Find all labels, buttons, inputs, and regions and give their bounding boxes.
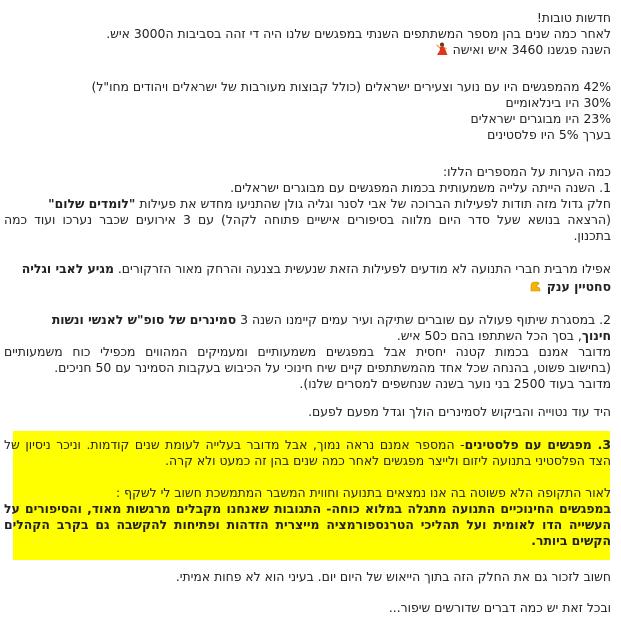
stat-international-text: 30% היו בינלאומיים xyxy=(505,95,611,110)
note1-lecture-line xyxy=(4,212,611,228)
demand-line xyxy=(4,404,611,420)
notes-heading-line xyxy=(4,164,611,180)
seminars-text: סמינרים של סופ"ש לאנשי ונשות xyxy=(51,312,237,327)
stat-international-line xyxy=(4,95,611,111)
greeting-line xyxy=(4,10,611,26)
reflection-bold-line-2 xyxy=(4,517,611,533)
awareness-line xyxy=(4,261,611,277)
reflection-bold-line-1 xyxy=(4,501,611,517)
note2-text: 2. במסגרת שיתוף פעולה עם שוברים שתיקה ועיר עמים קיימנו השנה 3 xyxy=(236,312,611,327)
stat-youth-line xyxy=(4,79,611,95)
stat-adults-text: 23% היו מבוגרים ישראלים xyxy=(470,111,611,126)
note2-participants-text: , בסך הכל השתתפו בהם כ50 איש. xyxy=(396,328,582,343)
flexed-biceps-emoji-icon xyxy=(529,279,542,293)
note2-participants-line xyxy=(4,328,611,344)
note2-result-text: מדובר בעוד 2500 בני נוער בשנה שנחשפים למסרים שלנו). xyxy=(299,376,611,391)
reflection-intro-line xyxy=(4,485,611,501)
note2-calc-text: (בחישוב פשוט, בהנחה שכל אחד מהמשתתפים קיים שיח חינוכי על הכיבוש בעקבות הסמינר עם 50 חניכים. xyxy=(54,360,611,375)
note2-result-line xyxy=(4,376,611,392)
improvement-line xyxy=(4,600,611,616)
note3-continuation-line xyxy=(4,453,611,469)
kudos-end-text: סחטיין ענק xyxy=(546,279,611,294)
participants-this-year-text: השנה פגשנו 3460 איש ואישה xyxy=(452,42,611,57)
kudos-line xyxy=(4,279,611,295)
note1-planning-line xyxy=(4,228,611,244)
stat-palestinians-line xyxy=(4,127,611,143)
note2-calc-line xyxy=(4,360,611,376)
greeting-text: חדשות טובות! xyxy=(536,10,611,25)
participants-history-line xyxy=(4,26,611,42)
reflection-bold-text-3: הקשים ביותר. xyxy=(531,533,611,548)
improvement-text: ובכל זאת יש כמה דברים שדורשים שיפור... xyxy=(388,600,611,615)
note3-continuation-text: הצד הפלסטיני בתנועה ליזום ולייצר מפגשים לאחר כמה שנים בהן זה כמעט ולא קרה. xyxy=(165,453,611,468)
stat-adults-line xyxy=(4,111,611,127)
dancing-woman-emoji-icon xyxy=(435,42,448,56)
stat-youth-text: 42% מהמפגשים היו עם נוער וצעירים ישראלים (כולל קבוצות מעורבות של ישראלים ויהודים מחו"ל) xyxy=(91,79,611,94)
learning-peace-name: "לומדים שלום" xyxy=(48,196,136,211)
participants-history-text: לאחר כמה שנים בהן מספר המשתתפים השנתי במפגשים שלנו היה די זהה בסביבות ה3000 איש. xyxy=(106,26,611,41)
participants-this-year-line xyxy=(4,42,611,58)
note2-impact-text: מדובר אמנם בכמות קטנה יחסית אבל במפגשים משמעותיים ומעמיקים המהווים מכפילי כוח משמעותיים xyxy=(4,344,611,359)
note1-planning-text: בתכנון. xyxy=(573,228,611,243)
reflection-bold-text-1: במפגשים החינוכיים התנועה מתגלה במלוא כוחה- התגובות שאנחנו מקבלים מרגשות מאוד, והסיפורים על xyxy=(4,501,611,516)
note2-impact-line xyxy=(4,344,611,360)
remember-text: חשוב לזכור גם את החלק הזה בתוך הייאוש של היום יום. בעיני הוא לא פחות אמיתי. xyxy=(175,569,611,584)
note1-text: 1. השנה הייתה עלייה משמעותית בכמות המפגשים עם מבוגרים ישראלים. xyxy=(230,180,611,195)
note3-text: - המספר אמנם נראה נמוך, אבל מדובר בעלייה לעומת שנים קודמות. וניכר ניסיון של xyxy=(4,437,465,452)
demand-text: היד עוד נטוייה והביקוש לסמינרים הולך וגדל מפעם לפעם. xyxy=(308,404,611,419)
note1-line xyxy=(4,180,611,196)
education-word: חינוך xyxy=(581,328,611,343)
note1-detail-line xyxy=(4,196,611,212)
note1-detail-text: חלק גדול מזה תודות לפעילות הברוכה של אבי לסנר וגליה גולן שהתניעו מחדש את פעילות xyxy=(135,196,611,211)
notes-heading-text: כמה הערות על המספרים הללו: xyxy=(443,164,611,179)
awareness-text: אפילו מרבית חברי התנועה לא מודעים לפעילות הזאת שנעשית בצנעה והרחק מאור הזרקורים. xyxy=(113,261,611,276)
note3-line xyxy=(4,437,611,453)
note2-line xyxy=(4,312,611,328)
reflection-bold-text-2: העשייה הדו לאומית ועל תהליכי הטרנספורמציה מייצרית הזדהות ופתיחות להקשבה גם בקרב הקהלים xyxy=(4,517,611,532)
reflection-intro-text: לאור התקופה הלא פשוטה בה אנו נמצאים בתנועה וחווית המשבר המתמשכת חשוב לי לשקף : xyxy=(116,485,611,500)
reflection-bold-line-3 xyxy=(4,533,611,549)
note1-lecture-text: (הרצאה בנושא שעל סדר היום מלווה בסיפורים אישיים פתוחה לקהל) עם 3 אירועים שכבר נערכו ועוד כמה xyxy=(4,212,611,227)
kudos-text: מגיע לאבי וגליה xyxy=(21,261,114,276)
note3-heading: 3. מפגשים עם פלסטינים xyxy=(464,437,611,452)
remember-line xyxy=(4,569,611,585)
stat-palestinians-text: בערך 5% היו פלסטינים xyxy=(487,127,611,142)
